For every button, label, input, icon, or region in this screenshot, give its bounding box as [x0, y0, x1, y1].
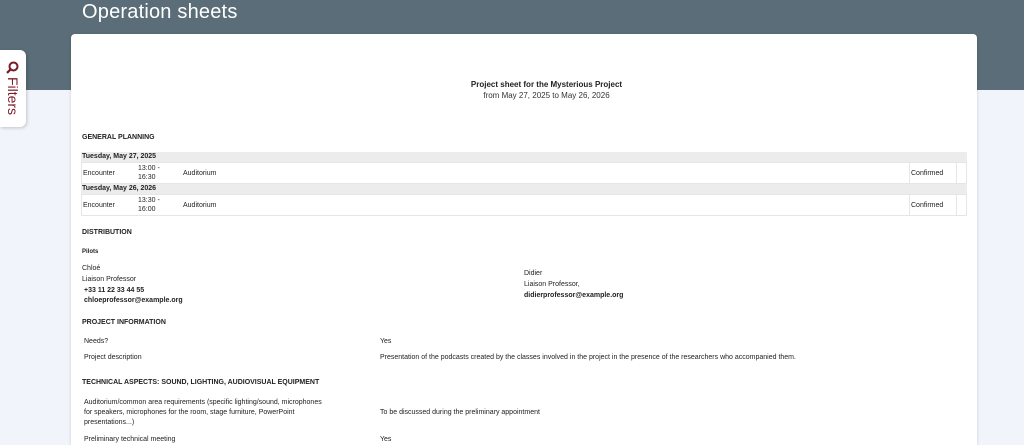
planning-row: [81, 162, 967, 184]
tech-label-line: presentations...): [84, 419, 135, 426]
tech-label-line: for speakers, microphones for the room, stage furniture, PowerPoint: [84, 409, 295, 416]
sheet-title: Project sheet for the Mysterious Project: [470, 80, 623, 89]
event-status: Confirmed: [911, 170, 944, 177]
event-place: Auditorium: [183, 202, 217, 209]
info-label: Project description: [84, 354, 142, 361]
day-header: Tuesday, May 26, 2026: [81, 184, 967, 194]
pilot-role: Liaison Professor,: [524, 281, 580, 288]
event-time-start: 13:30 -: [138, 197, 160, 204]
pilots-subheading: Pilots: [82, 249, 99, 255]
event-time-start: 13:00 -: [138, 165, 160, 172]
info-label: Needs?: [84, 338, 109, 345]
pilot-email[interactable]: chloeprofessor@example.org: [84, 297, 183, 304]
distribution-heading: DISTRIBUTION: [82, 229, 132, 236]
event-time-end: 16:00: [138, 206, 156, 213]
search-icon: [7, 61, 20, 74]
pilot-name: Didier: [524, 270, 543, 277]
pilot-role: Liaison Professor: [82, 276, 137, 283]
tech-label-line: Auditorium/common area requirements (specific lighting/sound, microphones: [84, 399, 322, 406]
pilot-phone: +33 11 22 33 44 55: [84, 287, 145, 294]
sheet-dates: from May 27, 2025 to May 26, 2026: [483, 91, 610, 100]
project-information-heading: PROJECT INFORMATION: [82, 319, 166, 326]
page-title: Operation sheets: [82, 1, 238, 23]
event-status: Confirmed: [911, 202, 944, 209]
filters-label: Filters: [5, 76, 21, 116]
tech-value: Yes: [380, 436, 392, 443]
event-type: Encounter: [83, 202, 115, 209]
general-planning-heading: GENERAL PLANNING: [82, 134, 155, 141]
event-time-end: 16:30: [138, 174, 156, 181]
technical-aspects-heading: TECHNICAL ASPECTS: SOUND, LIGHTING, AUDIOVISUAL EQUIPMENT: [82, 379, 320, 386]
pilot-email[interactable]: didierprofessor@example.org: [524, 292, 624, 299]
planning-row: [81, 194, 967, 216]
tech-label: Preliminary technical meeting: [84, 436, 176, 443]
info-value: Presentation of the podcasts created by the classes involved in the project in the presence of the researchers who accompanied them.: [380, 354, 796, 361]
tech-value: To be discussed during the preliminary appointment: [380, 409, 540, 416]
day-header: Tuesday, May 27, 2025: [81, 152, 967, 162]
pilot-name: Chloé: [82, 265, 101, 272]
event-place: Auditorium: [183, 170, 217, 177]
info-value: Yes: [380, 338, 392, 345]
event-type: Encounter: [83, 170, 115, 177]
